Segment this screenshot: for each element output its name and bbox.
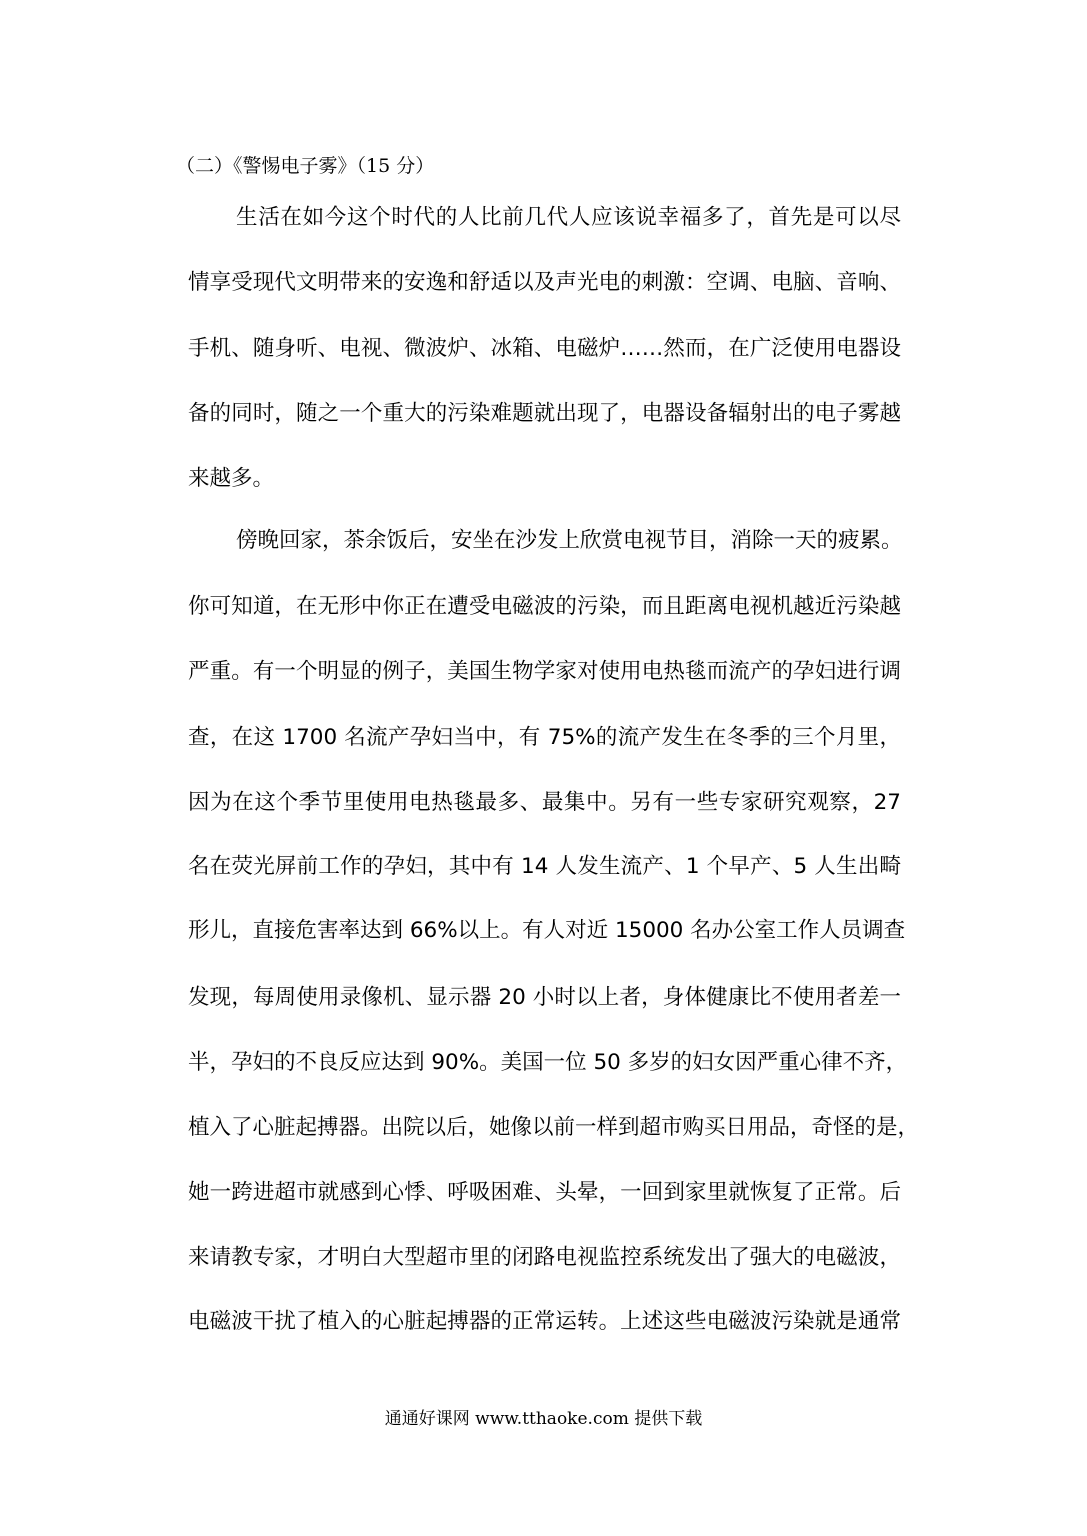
paragraph-2-line-1: 傍晚回家，茶余饭后，安坐在沙发上欣赏电视节目，消除一天的疲累。 [236, 528, 903, 553]
paragraph-1-line-1: 生活在如今这个时代的人比前几代人应该说幸福多了，首先是可以尽 [236, 205, 901, 230]
paragraph-2-line-5: 因为在这个季节里使用电热毯最多、最集中。另有一些专家研究观察，27 [188, 790, 901, 815]
paragraph-2-line-11: 她一跨进超市就感到心悸、呼吸困难、头晕，一回到家里就恢复了正常。后 [188, 1180, 901, 1205]
paragraph-2-line-10: 植入了心脏起搏器。出院以后，她像以前一样到超市购买日用品，奇怪的是， [188, 1115, 920, 1140]
paragraph-2-line-9: 半，孕妇的不良反应达到 90%。美国一位 50 多岁的妇女因严重心律不齐， [188, 1050, 908, 1075]
paragraph-2-line-8: 发现，每周使用录像机、显示器 20 小时以上者，身体健康比不使用者差一 [188, 985, 901, 1010]
paragraph-1-line-2: 情享受现代文明带来的安逸和舒适以及声光电的刺激：空调、电脑、音响、 [188, 270, 901, 295]
paragraph-2-line-6: 名在荧光屏前工作的孕妇，其中有 14 人发生流产、1 个早产、5 人生出畸 [188, 854, 901, 879]
paragraph-2-line-4: 查，在这 1700 名流产孕妇当中，有 75%的流产发生在冬季的三个月里， [188, 725, 901, 750]
paragraph-1-line-3: 手机、随身听、电视、微波炉、冰箱、电磁炉……然而，在广泛使用电器设 [188, 336, 901, 361]
paragraph-2-line-12: 来请教专家，才明白大型超市里的闭路电视监控系统发出了强大的电磁波， [188, 1245, 901, 1270]
paragraph-2-line-2: 你可知道，在无形中你正在遭受电磁波的污染，而且距离电视机越近污染越 [188, 594, 901, 619]
paragraph-1-line-5: 来越多。 [188, 466, 275, 491]
paragraph-2-line-3: 严重。有一个明显的例子，美国生物学家对使用电热毯而流产的孕妇进行调 [188, 659, 901, 684]
paragraph-2-line-7: 形儿，直接危害率达到 66%以上。有人对近 15000 名办公室工作人员调查 [188, 918, 906, 943]
paragraph-2-line-13: 电磁波干扰了植入的心脏起搏器的正常运转。上述这些电磁波污染就是通常 [188, 1309, 901, 1334]
section-title: （二）《警惕电子雾》（15 分） [176, 155, 435, 177]
paragraph-1-line-4: 备的同时，随之一个重大的污染难题就出现了，电器设备辐射出的电子雾越 [188, 401, 901, 426]
page-footer: 通通好课网 www.tthaoke.com 提供下载 [384, 1409, 703, 1429]
